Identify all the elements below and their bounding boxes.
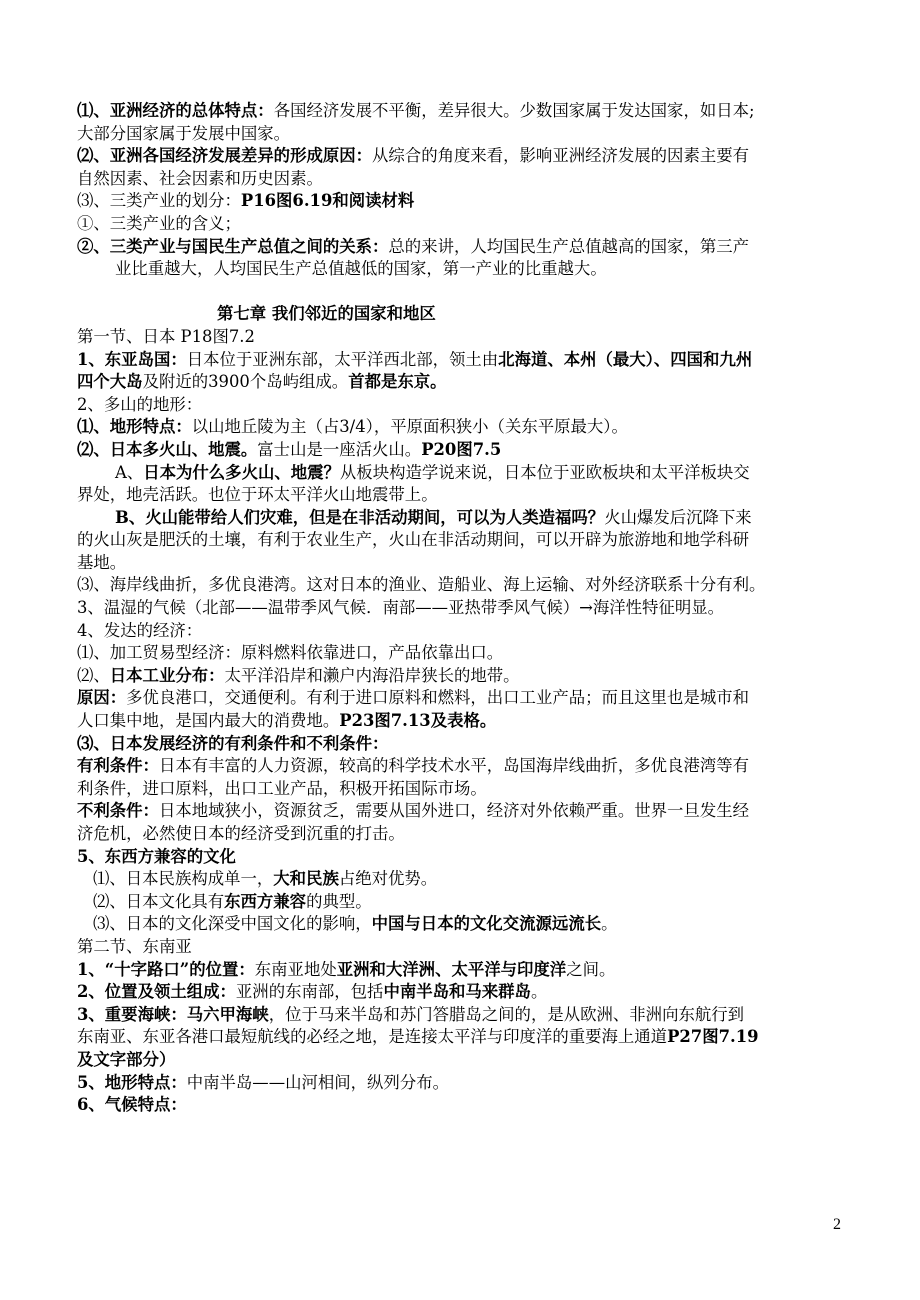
text-line [77,100,845,123]
bold-text: 6、气候特点： [77,1095,187,1115]
text-line [77,190,845,213]
bold-text: 5、东西方兼容的文化 [77,846,236,866]
text: 日本地域狭小，资源贫乏，需要从国外进口，经济对外依赖严重。世界一旦发生经 [158,801,750,821]
text: 业比重越大，人均国民生产总值越低的国家，第一产业的比重越大。 [115,259,607,279]
page-number: 2 [833,1216,841,1233]
text-line [77,123,845,146]
text-line [77,755,845,778]
text: ⑶、海岸线曲折，多优良港湾。这对日本的渔业、造船业、海上运输、对外经济联系十分有利。 [77,575,766,595]
text-line [77,1094,845,1117]
text-line [77,507,845,530]
bold-text: 中南半岛和马来群岛 [383,982,531,1002]
text: ⑴、日本民族构成单一， [93,869,274,889]
text-line [77,868,845,891]
text: 亚洲的东南部，包括 [235,982,384,1002]
text: 总的来讲，人均国民生产总值越高的国家，第三产 [388,236,750,256]
text-line [77,665,845,688]
text-line [77,484,845,507]
text-line [77,416,845,439]
bold-text: 不利条件： [77,801,159,821]
text: 从板块构造学说来说，日本位于亚欧板块和太平洋板块交 [339,462,750,482]
text-line [77,620,845,643]
text: 东南亚、东亚各港口最短航线的必经之地，是连接太平洋与印度洋的重要海上通道 [77,1027,668,1047]
bold-text: 大和民族 [273,869,339,889]
text-line [77,913,845,936]
text-line [77,936,845,959]
text-line [77,394,845,417]
text-line [77,213,845,236]
text-line [77,1072,845,1095]
text-line [77,168,845,191]
text: 界处，地壳活跃。也位于环太平洋火山地震带上。 [77,485,438,505]
text-line [77,529,845,552]
text-line [77,710,845,733]
text: 富士山是一座活火山。 [257,439,422,459]
bold-text: ②、三类产业与国民生产总值之间的关系： [77,236,389,256]
text: 及附近的3900个岛屿组成。 [142,372,349,392]
text-line [77,597,845,620]
bold-text: 及文字部分） [77,1049,176,1069]
text: 。 [530,982,548,1002]
text: ⑶、日本的文化深受中国文化的影响， [93,914,372,934]
text: 3、温湿的气候（北部——温带季风气候．南部——亚热带季风气候）→海洋性特征明显。 [77,598,725,618]
bold-text: 北海道、本州（最大）、四国和九州 [498,349,753,369]
text-line [77,1049,845,1072]
bold-text: ⑴、地形特点： [77,417,192,437]
bold-text: 5、地形特点： [77,1072,187,1092]
text: A、 [115,462,144,482]
text: 基地。 [77,552,127,572]
text-line [77,733,845,756]
bold-text: ⑶、日本发展经济的有利条件和不利条件： [77,733,389,753]
bold-text: 东西方兼容 [224,891,307,911]
text-line [77,778,845,801]
text-line [77,236,845,259]
bold-text: P20图7.5 [421,439,502,459]
bold-text: ⑴、亚洲经济的总体特点： [77,101,274,120]
text-line [77,800,845,823]
text: 各国经济发展不平衡，差异很大。少数国家属于发达国家，如日本; [273,101,755,120]
text-line [77,687,845,710]
text-line [77,349,845,372]
bold-text: 2、位置及领土组成： [77,982,236,1002]
text: 第七章 我们邻近的国家和地区 [217,304,436,324]
text: 自然因素、社会因素和历史因素。 [77,168,323,188]
text-line [77,326,845,349]
bold-text: 日本工业分布： [109,665,225,685]
text: ，位于马来半岛和苏门答腊岛之间的，是从欧洲、非洲向东航行到 [268,1004,745,1024]
text: 第二节、东南亚 [77,936,192,956]
text: 之间。 [566,959,616,979]
text-line [77,891,845,914]
bold-text: 日本为什么多火山、地震？ [143,462,340,482]
text: 第一节、日本 P18图7.2 [77,326,255,346]
bold-text: P16图6.19和阅读材料 [240,191,415,211]
bold-text: B、火山能带给人们灾难，但是在非活动期间，可以为人类造福吗？ [115,507,605,527]
text-line [77,552,845,575]
text: 从综合的角度来看，影响亚洲经济发展的因素主要有 [372,146,750,166]
text-line [77,462,845,485]
text: ⑵、 [77,665,110,685]
text: 人口集中地，是国内最大的消费地。 [77,711,340,731]
text: 多优良港口，交通便利。有利于进口原料和燃料，出口工业产品；而且这里也是城市和 [126,688,750,708]
text: 火山爆发后沉降下来 [604,507,752,527]
text-line [77,846,845,869]
text: 的典型。 [306,891,372,911]
text: ⑴、加工贸易型经济：原料燃料依靠进口，产品依靠出口。 [77,643,504,663]
bold-text: 有利条件： [77,756,159,776]
bold-text: 四个大岛 [77,372,143,392]
text: 的火山灰是肥沃的土壤，有利于农业生产，火山在非活动期间，可以开辟为旅游地和地学科研 [77,530,750,550]
text-line [77,574,845,597]
text-line [77,959,845,982]
text: 济危机，必然使日本的经济受到沉重的打击。 [77,824,405,843]
chapter-title [77,303,845,326]
bold-text: ⑵、日本多火山、地震。 [77,439,258,459]
text-line [77,145,845,168]
text: 。 [601,914,618,934]
text: 利条件，进口原料，出口工业产品，积极开拓国际市场。 [77,778,487,798]
blank-line [77,281,845,304]
text: 中南半岛——山河相间，纵列分布。 [186,1072,449,1092]
text: 大部分国家属于发展中国家。 [77,123,291,143]
text-line [77,642,845,665]
text: 东南亚地处 [254,959,337,979]
bold-text: P23图7.13及表格。 [339,711,497,731]
bold-text: 1、东亚岛国： [77,349,187,369]
text: 日本有丰富的人力资源，较高的科学技术水平，岛国海岸线曲折，多优良港湾等有 [158,756,750,776]
text: ⑶、三类产业的划分： [77,191,241,211]
text-line [77,439,845,462]
bold-text: 亚洲和大洋洲、太平洋与印度洋 [336,959,567,979]
document-body [77,100,845,1117]
text-line [77,823,845,846]
bold-text: P27图7.19 [667,1027,759,1047]
text-line [77,1026,845,1049]
text: 太平洋沿岸和濑户内海沿岸狭长的地带。 [224,665,520,685]
bold-text: 中国与日本的文化交流源远流长 [371,914,602,934]
text: 以山地丘陵为主（占3/4），平原面积狭小（关东平原最大）。 [191,417,628,437]
bold-text: 1、“十字路口”的位置： [77,959,255,979]
text: 2、多山的地形： [77,394,203,414]
bold-text: 3、重要海峡：马六甲海峡 [77,1004,269,1024]
bold-text: ⑵、亚洲各国经济发展差异的形成原因： [77,146,373,166]
text: 4、发达的经济： [77,620,203,640]
bold-text: 原因： [77,688,127,708]
text-line [77,371,845,394]
text: ⑵、日本文化具有 [93,891,225,911]
text-line [77,258,845,281]
text-line [77,981,845,1004]
text: ①、三类产业的含义； [77,213,241,233]
text-line [77,1004,845,1027]
text: 占绝对优势。 [338,869,438,889]
text: 日本位于亚洲东部，太平洋西北部，领土由 [186,349,499,369]
bold-text: 首都是东京。 [348,372,447,392]
